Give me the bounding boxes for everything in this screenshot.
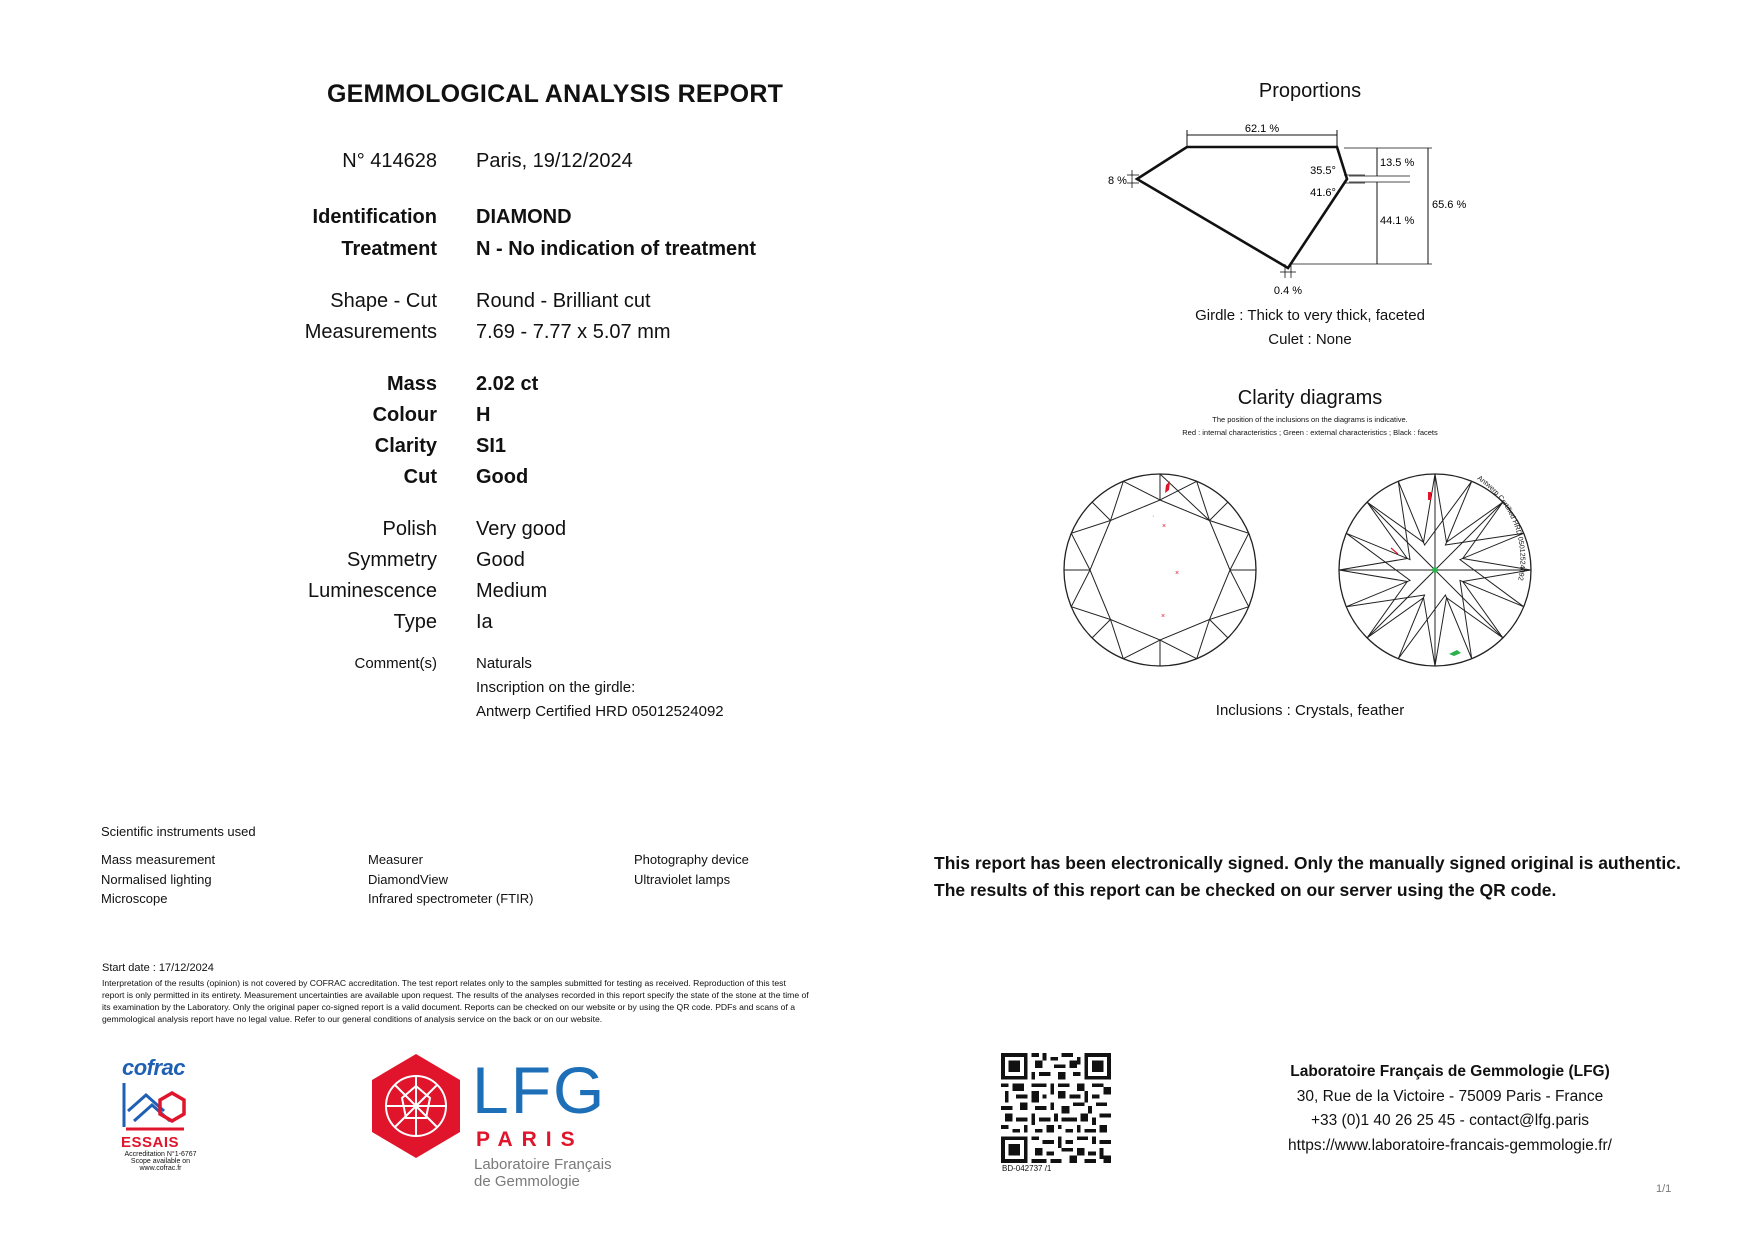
pavilion-depth-label: 44.1 % bbox=[1380, 215, 1415, 227]
pavilion-angle-label: 41.6° bbox=[1310, 187, 1336, 199]
field-label: Luminescence bbox=[308, 580, 437, 602]
instruments-col-2 bbox=[368, 850, 533, 909]
signature-notice bbox=[934, 850, 1694, 904]
field-label: Treatment bbox=[341, 238, 437, 260]
svg-text:·: · bbox=[1152, 513, 1155, 520]
field-value: H bbox=[476, 404, 491, 426]
cofrac-mark bbox=[110, 1081, 200, 1137]
girdle-description: Girdle : Thick to very thick, faceted bbox=[1195, 307, 1425, 324]
lfg-name-line: de Gemmologie bbox=[474, 1173, 580, 1190]
instrument-item: Photography device bbox=[634, 852, 749, 867]
lab-website[interactable]: https://www.laboratoire-francais-gemmologie.fr/ bbox=[1288, 1136, 1612, 1154]
lfg-name-line: Laboratoire Français bbox=[474, 1156, 612, 1173]
lab-phone-email: +33 (0)1 40 26 25 45 - contact@lfg.paris bbox=[1310, 1112, 1590, 1129]
crown-clarity-diagram bbox=[1060, 470, 1260, 670]
cofrac-brand: cofrac bbox=[122, 1055, 186, 1080]
notice-line: The results of this report can be checked on our server using the QR code. bbox=[934, 880, 1557, 900]
field-label: Mass bbox=[386, 373, 437, 395]
field-value: Very good bbox=[476, 518, 567, 540]
culet-pct-label: 0.4 % bbox=[1273, 285, 1303, 297]
instrument-item: Microscope bbox=[101, 891, 168, 906]
comments-label: Comment(s) bbox=[354, 655, 437, 672]
crown-angle-label: 35.5° bbox=[1310, 165, 1336, 177]
field-label: Identification bbox=[312, 206, 437, 228]
girdle-inscription: Antwerp Certified HRD 05012524092 bbox=[1475, 474, 1526, 582]
page-number: 1/1 bbox=[1656, 1183, 1672, 1195]
field-value: DIAMOND bbox=[476, 206, 572, 228]
cofrac-scope: Scope available on bbox=[130, 1158, 191, 1165]
total-depth-label: 65.6 % bbox=[1432, 199, 1467, 211]
proportions-title: Proportions bbox=[1258, 80, 1362, 102]
comment-line: Naturals bbox=[476, 655, 532, 672]
field-value: N - No indication of treatment bbox=[476, 238, 756, 260]
clarity-title: Clarity diagrams bbox=[1237, 387, 1383, 409]
instruments-title: Scientific instruments used bbox=[101, 824, 256, 839]
svg-text:×: × bbox=[1162, 523, 1167, 530]
instrument-item: DiamondView bbox=[368, 871, 448, 887]
report-number: N° 414628 bbox=[342, 150, 437, 172]
disclaimer-line: gemmological analysis report have no legal value. Refer to our general conditions of analysis service on the back or on our website. bbox=[102, 1014, 603, 1024]
lab-contact bbox=[1230, 1060, 1670, 1158]
instruments-col-3 bbox=[634, 850, 749, 889]
field-label: Polish bbox=[382, 518, 437, 540]
qr-code-label: BD-042737 /1 bbox=[1002, 1164, 1052, 1173]
field-value: Medium bbox=[476, 580, 548, 602]
girdle-pct-label: 8 % bbox=[1108, 175, 1127, 187]
field-label: Shape - Cut bbox=[330, 290, 437, 312]
lfg-name bbox=[474, 1156, 612, 1190]
lfg-city: PARIS bbox=[476, 1128, 584, 1151]
proportions-diagram bbox=[1108, 118, 1467, 308]
cofrac-site: www.cofrac.fr bbox=[139, 1165, 182, 1172]
lfg-hexagon-logo bbox=[370, 1052, 462, 1160]
inclusions-description: Inclusions : Crystals, feather bbox=[1215, 702, 1405, 719]
svg-text:×: × bbox=[1161, 613, 1166, 620]
cofrac-essais: ESSAIS bbox=[121, 1134, 180, 1151]
lab-address: 30, Rue de la Victoire - 75009 Paris - France bbox=[1296, 1087, 1604, 1105]
cofrac-accreditation: Accreditation N°1-6767 bbox=[124, 1151, 197, 1158]
comment-line: Inscription on the girdle: bbox=[476, 679, 636, 696]
field-value: Ia bbox=[476, 611, 493, 633]
field-label: Measurements bbox=[304, 321, 437, 343]
cofrac-logo bbox=[110, 1055, 200, 1172]
disclaimer-line: report is only permitted in its entirety. Measurement uncertainties are available upon request. The results of the analyses recorded in this report specify the state of the stone at the time of bbox=[102, 990, 809, 1000]
disclaimer-line: its examination by the Laboratory. Only the original paper co-signed report is a valid document. Reports can be checked on our website or by using the QR code. PDFs and scans of a bbox=[102, 1002, 795, 1012]
instrument-item: Ultraviolet lamps bbox=[634, 871, 731, 887]
field-value: 2.02 ct bbox=[476, 373, 539, 395]
field-value: Good bbox=[476, 466, 529, 488]
culet-description: Culet : None bbox=[1268, 331, 1352, 348]
comment-line: Antwerp Certified HRD 05012524092 bbox=[476, 703, 724, 720]
report-place-date: Paris, 19/12/2024 bbox=[476, 150, 633, 172]
disclaimer bbox=[102, 977, 902, 1025]
field-value: 7.69 - 7.77 x 5.07 mm bbox=[476, 321, 671, 343]
instruments-col-1 bbox=[101, 850, 215, 909]
start-date: Start date : 17/12/2024 bbox=[102, 962, 214, 974]
clarity-note-position: The position of the inclusions on the diagrams is indicative. bbox=[1212, 415, 1408, 424]
field-value: Round - Brilliant cut bbox=[476, 290, 651, 312]
disclaimer-line: Interpretation of the results (opinion) is not covered by COFRAC accreditation. The test report relates only to the samples submitted for testing as received. Reproduction of this test bbox=[102, 978, 786, 988]
instrument-item: Mass measurement bbox=[101, 852, 216, 867]
lab-name: Laboratoire Français de Gemmologie (LFG) bbox=[1290, 1063, 1610, 1080]
instrument-item: Infrared spectrometer (FTIR) bbox=[368, 891, 534, 906]
clarity-note-legend: Red : internal characteristics ; Green : external characteristics ; Black : facets bbox=[1182, 428, 1438, 437]
field-label: Colour bbox=[372, 404, 437, 426]
field-label: Type bbox=[393, 611, 437, 633]
pavilion-clarity-diagram bbox=[1335, 470, 1535, 670]
instrument-item: Measurer bbox=[368, 852, 423, 867]
field-label: Symmetry bbox=[347, 549, 437, 571]
field-value: Good bbox=[476, 549, 525, 571]
field-label: Clarity bbox=[374, 435, 437, 457]
svg-text:×: × bbox=[1175, 570, 1180, 577]
notice-line: This report has been electronically signed. Only the manually signed original is authentic. bbox=[934, 853, 1681, 873]
table-pct-label: 62.1 % bbox=[1244, 123, 1280, 135]
field-label: Cut bbox=[403, 466, 437, 488]
instrument-item: Normalised lighting bbox=[101, 871, 212, 887]
lfg-letters: LFG bbox=[472, 1053, 607, 1127]
crown-height-label: 13.5 % bbox=[1380, 157, 1415, 169]
field-value: SI1 bbox=[476, 435, 507, 457]
qr-code[interactable] bbox=[1001, 1053, 1111, 1163]
report-title: GEMMOLOGICAL ANALYSIS REPORT bbox=[326, 80, 784, 108]
